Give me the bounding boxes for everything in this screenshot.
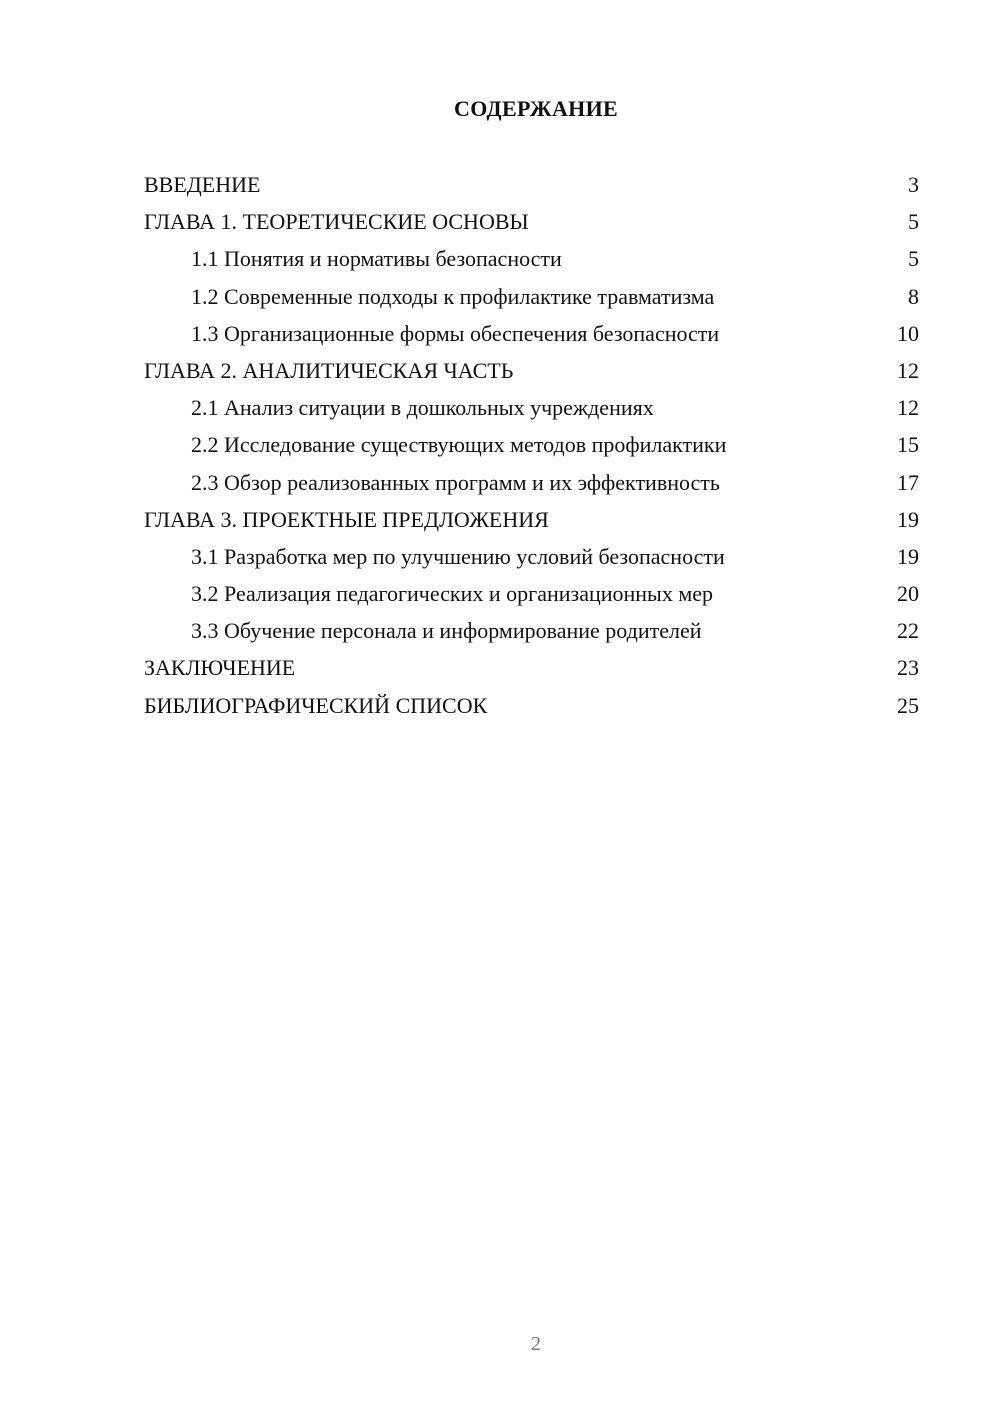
toc-entry-page-number: 3	[908, 172, 919, 197]
toc-section-entry[interactable]	[144, 278, 919, 315]
toc-section-entry[interactable]	[144, 240, 919, 277]
toc-entry-label: 1.2 Современные подходы к профилактике травматизма	[191, 283, 715, 309]
toc-entry-page-number: 5	[908, 246, 919, 272]
toc-entry-page-number: 22	[897, 618, 919, 644]
toc-entry-label: 3.3 Обучение персонала и информирование родителей	[191, 618, 702, 644]
toc-entry-page-number: 15	[897, 432, 919, 458]
toc-entry-page-number: 5	[908, 209, 919, 235]
table-of-contents	[144, 166, 919, 724]
toc-entry-page-number: 25	[897, 692, 919, 718]
toc-entry-label: 2.2 Исследование существующих методов профилактики	[191, 432, 727, 458]
toc-entry-label: 1.1 Понятия и нормативы безопасности	[191, 246, 562, 272]
toc-section-entry[interactable]	[144, 538, 919, 575]
toc-entry-page-number: 12	[897, 357, 919, 383]
toc-entry-label: 1.3 Организационные формы обеспечения безопасности	[191, 320, 720, 346]
toc-entry-label: ЗАКЛЮЧЕНИЕ	[144, 655, 296, 681]
toc-entry-page-number: 12	[897, 395, 919, 421]
toc-chapter-entry[interactable]	[144, 166, 919, 203]
toc-entry-label: ГЛАВА 3. ПРОЕКТНЫЕ ПРЕДЛОЖЕНИЯ	[144, 506, 549, 532]
toc-title: СОДЕРЖАНИЕ	[454, 96, 618, 121]
toc-entry-page-number: 10	[897, 320, 919, 346]
toc-entry-page-number: 19	[897, 506, 919, 532]
toc-chapter-entry[interactable]	[144, 501, 919, 538]
toc-entry-label: 3.1 Разработка мер по улучшению условий безопасности	[191, 543, 725, 569]
toc-entry-label: 2.1 Анализ ситуации в дошкольных учреждениях	[191, 395, 654, 421]
toc-entry-label: ГЛАВА 1. ТЕОРЕТИЧЕСКИЕ ОСНОВЫ	[144, 209, 529, 235]
toc-entry-page-number: 17	[897, 469, 919, 495]
toc-entry-page-number: 23	[897, 655, 919, 681]
toc-entry-label: 3.2 Реализация педагогических и организационных мер	[191, 581, 714, 607]
toc-chapter-entry[interactable]	[144, 352, 919, 389]
toc-entry-label: ВВЕДЕНИЕ	[144, 172, 261, 197]
toc-entry-page-number: 19	[897, 543, 919, 569]
toc-entry-label: БИБЛИОГРАФИЧЕСКИЙ СПИСОК	[144, 692, 488, 718]
toc-section-entry[interactable]	[144, 464, 919, 501]
toc-entry-page-number: 8	[908, 283, 919, 309]
toc-section-entry[interactable]	[144, 426, 919, 463]
toc-section-entry[interactable]	[144, 612, 919, 649]
toc-section-entry[interactable]	[144, 389, 919, 426]
toc-entry-label: ГЛАВА 2. АНАЛИТИЧЕСКАЯ ЧАСТЬ	[144, 357, 514, 383]
toc-section-entry[interactable]	[144, 315, 919, 352]
toc-chapter-entry[interactable]	[144, 649, 919, 686]
toc-chapter-entry[interactable]	[144, 203, 919, 240]
toc-section-entry[interactable]	[144, 575, 919, 612]
page-number: 2	[531, 1333, 541, 1355]
toc-chapter-entry[interactable]	[144, 687, 919, 724]
toc-entry-page-number: 20	[897, 581, 919, 607]
toc-entry-label: 2.3 Обзор реализованных программ и их эффективность	[191, 469, 720, 495]
